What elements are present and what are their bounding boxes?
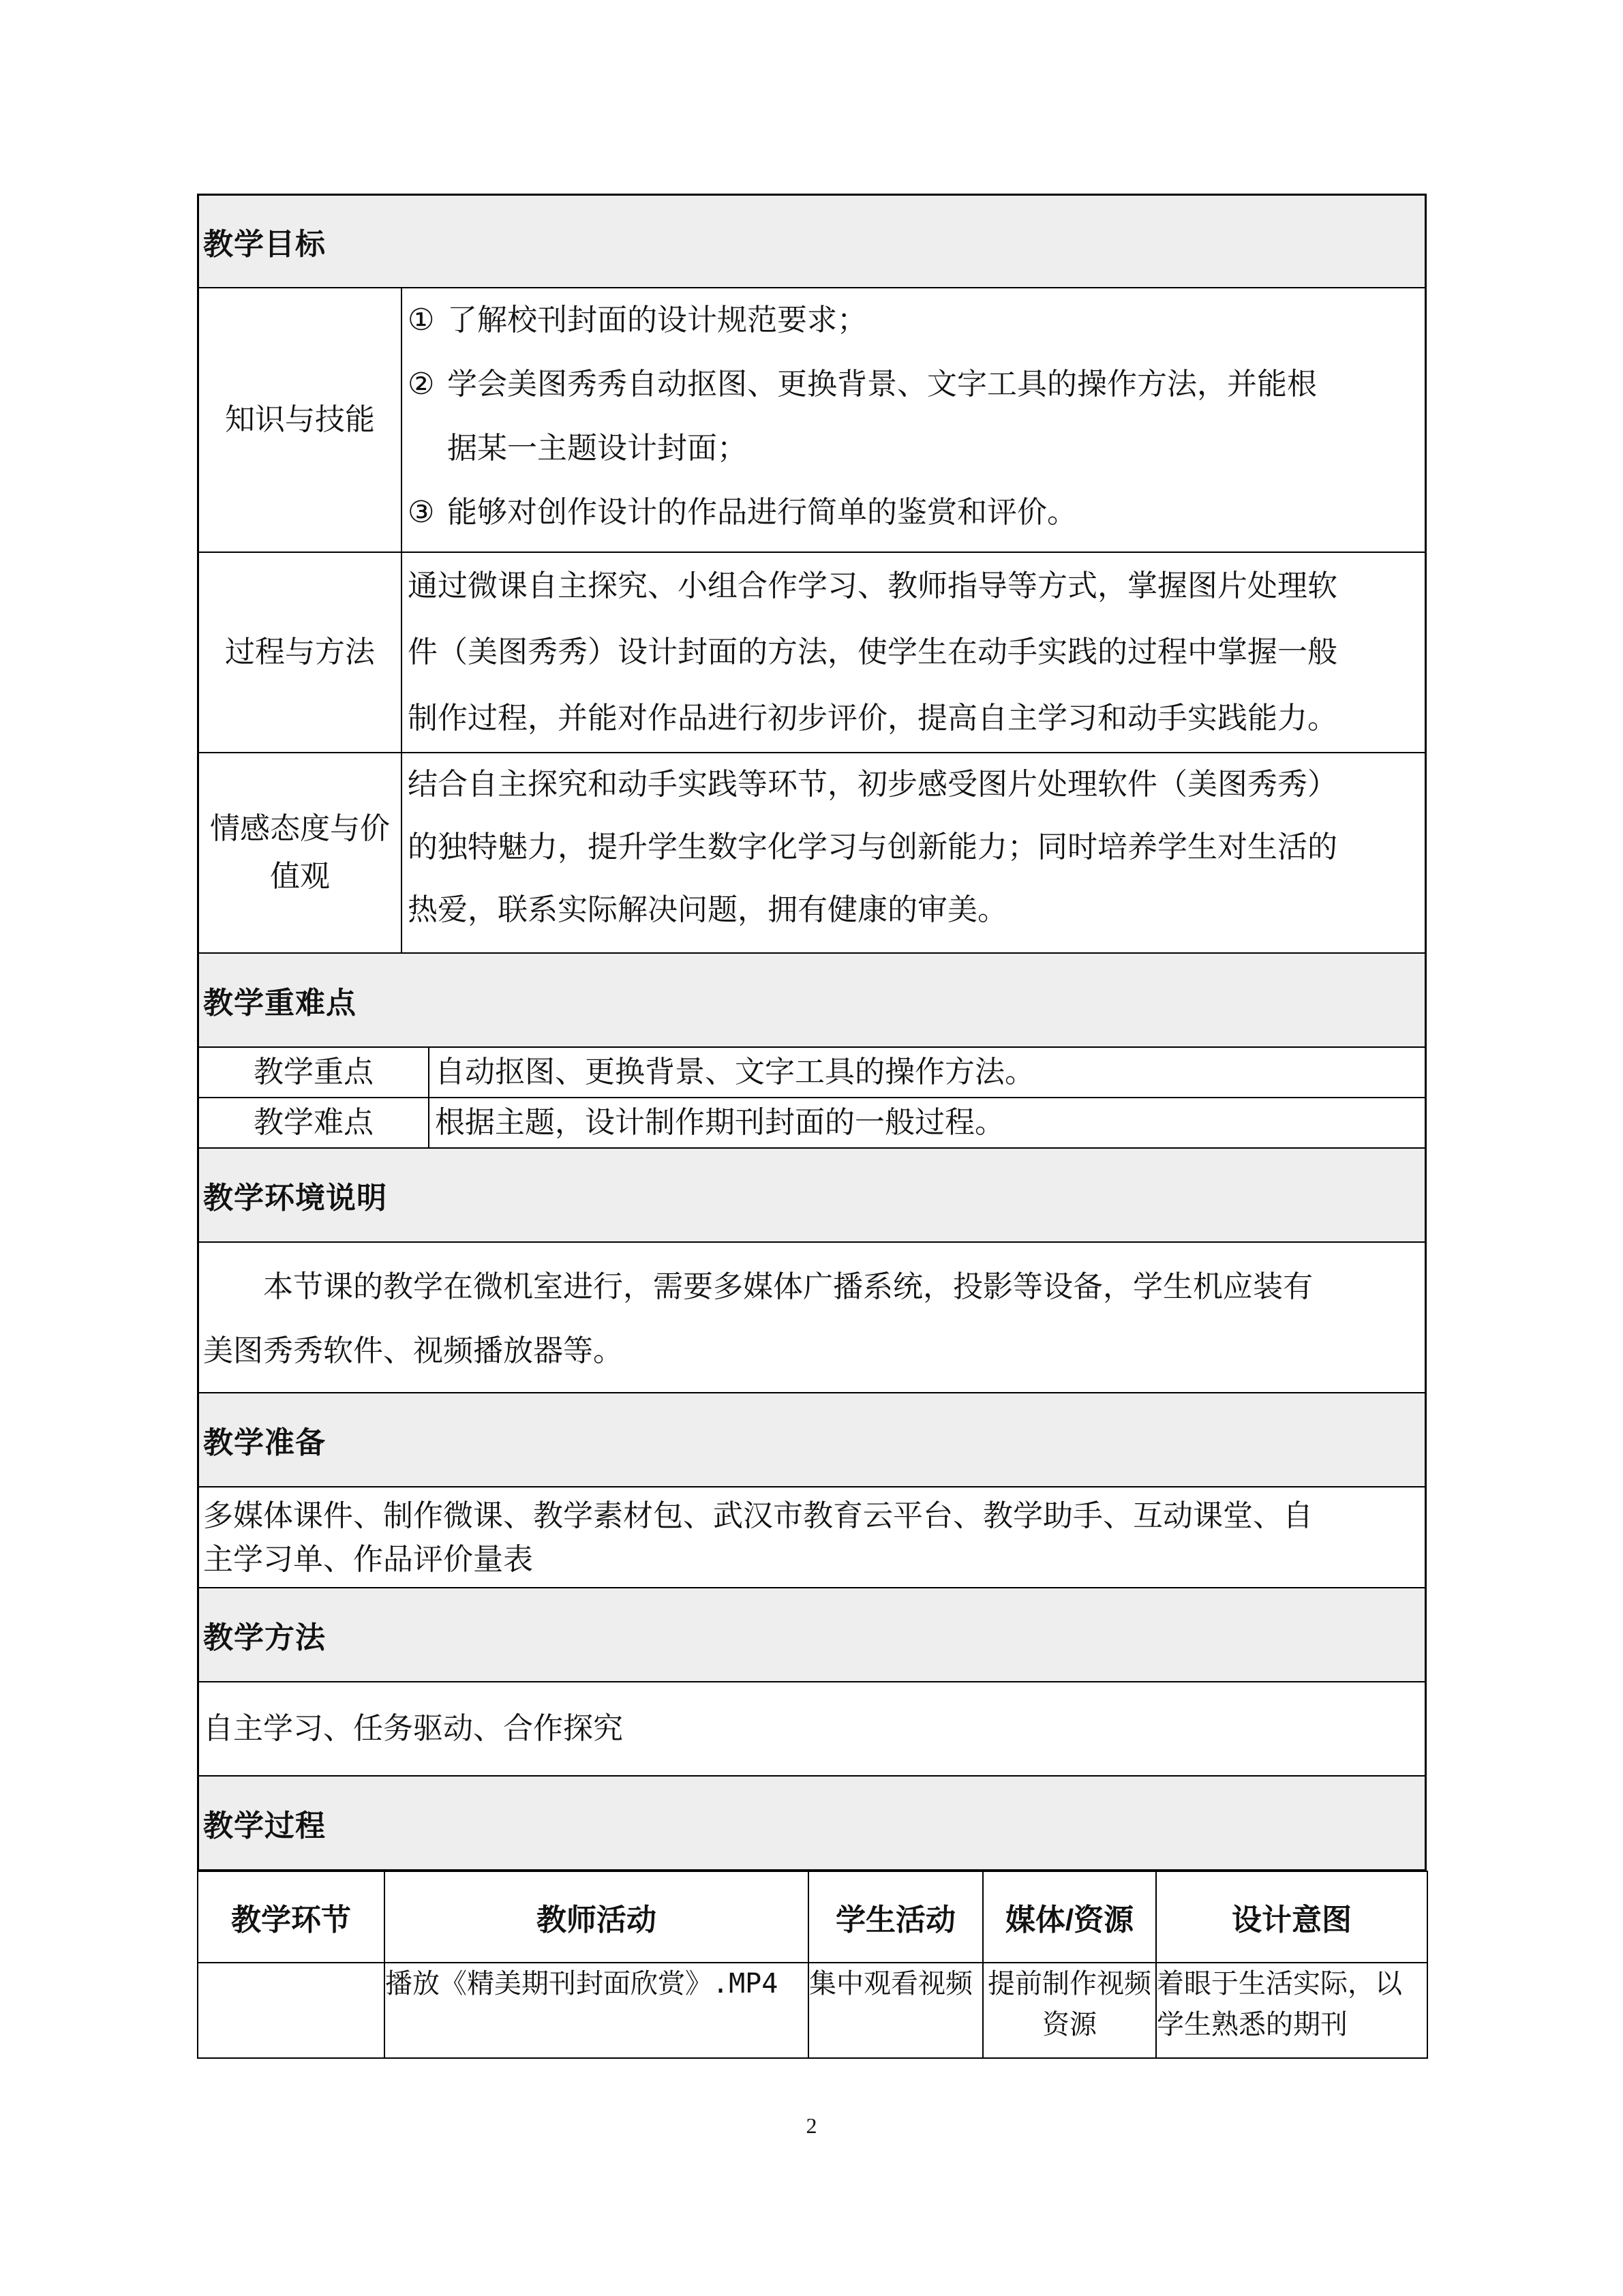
- table-cell-stage: [198, 1963, 384, 2058]
- text-line: 主学习单、作品评价量表: [203, 1542, 533, 1577]
- procedure-table: [197, 1871, 1428, 2059]
- column-header: 教师活动: [384, 1871, 808, 1963]
- table-cell-intent: 着眼于生活实际，以学生熟悉的期刊: [1156, 1963, 1427, 2058]
- key-point-row: [197, 1048, 1427, 1098]
- text-line: 美图秀秀软件、视频播放器等。: [203, 1333, 623, 1368]
- row-label: 知识与技能: [199, 288, 402, 552]
- page-number: 2: [806, 2113, 817, 2138]
- column-header: 学生活动: [808, 1871, 983, 1963]
- preparation-content: [197, 1487, 1427, 1588]
- goal-item: ② 学会美图秀秀自动抠图、更换背景、文字工具的操作方法，并能根: [408, 367, 1317, 402]
- column-header: 设计意图: [1156, 1871, 1427, 1963]
- goal-knowledge-row: [197, 288, 1427, 553]
- goal-item-continuation: 据某一主题设计封面；: [447, 431, 747, 466]
- section-header-method: [197, 1588, 1427, 1682]
- difficult-point-row: [197, 1098, 1427, 1149]
- text-line: 件（美图秀秀）设计封面的方法，使学生在动手实践的过程中掌握一般: [408, 635, 1337, 669]
- row-label: 过程与方法: [199, 553, 402, 752]
- column-header: 教学环节: [198, 1871, 384, 1963]
- table-cell-student: 集中观看视频: [808, 1963, 983, 2058]
- table-row: [198, 1963, 1427, 2058]
- section-header-procedure: [197, 1777, 1427, 1871]
- section-title: 教学重难点: [203, 986, 357, 1021]
- row-label: 情感态度与价 值观: [199, 753, 402, 952]
- lesson-plan-document: [197, 194, 1427, 2059]
- row-content: [402, 288, 1425, 552]
- text-line: 热爱，联系实际解决问题，拥有健康的审美。: [408, 892, 1007, 927]
- section-header-preparation: [197, 1393, 1427, 1487]
- row-label: 教学重点: [199, 1048, 429, 1097]
- row-content: 自动抠图、更换背景、文字工具的操作方法。: [435, 1055, 1035, 1089]
- text-line: 多媒体课件、制作微课、教学素材包、武汉市教育云平台、教学助手、互动课堂、自: [203, 1498, 1313, 1533]
- table-header-row: [198, 1871, 1427, 1963]
- goal-item: ① 了解校刊封面的设计规范要求；: [408, 303, 867, 337]
- text-line: 结合自主探究和动手实践等环节，初步感受图片处理软件（美图秀秀）: [408, 767, 1337, 802]
- row-label: 教学难点: [199, 1098, 429, 1147]
- row-content: 根据主题，设计制作期刊封面的一般过程。: [435, 1105, 1005, 1140]
- section-title: 教学准备: [203, 1425, 326, 1460]
- environment-content: [197, 1243, 1427, 1393]
- section-title: 教学环境说明: [203, 1181, 387, 1215]
- section-header-key-points: [197, 954, 1427, 1048]
- text-line: 本节课的教学在微机室进行，需要多媒体广播系统，投影等设备，学生机应装有: [263, 1269, 1313, 1304]
- section-header-environment: [197, 1149, 1427, 1243]
- row-content: [402, 553, 1425, 752]
- row-content: [402, 753, 1425, 952]
- text-line: 通过微课自主探究、小组合作学习、教师指导等方式，掌握图片处理软: [408, 569, 1337, 603]
- section-title: 教学过程: [203, 1809, 326, 1843]
- text-line: 自主学习、任务驱动、合作探究: [203, 1711, 623, 1746]
- table-cell-media: 提前制作视频资源: [983, 1963, 1156, 2058]
- text-line: 的独特魅力，提升学生数字化学习与创新能力；同时培养学生对生活的: [408, 830, 1337, 864]
- table-cell-teacher: 播放《精美期刊封面欣赏》.MP4: [384, 1963, 808, 2058]
- goal-process-row: [197, 553, 1427, 753]
- column-header: 媒体/资源: [983, 1871, 1156, 1963]
- text-line: 制作过程，并能对作品进行初步评价，提高自主学习和动手实践能力。: [408, 701, 1337, 736]
- goal-item: ③ 能够对创作设计的作品进行简单的鉴赏和评价。: [408, 495, 1077, 530]
- section-title: 教学方法: [203, 1620, 326, 1655]
- section-title: 教学目标: [203, 227, 326, 262]
- method-content: [197, 1682, 1427, 1777]
- section-header-goals: [197, 194, 1427, 288]
- goal-emotion-row: [197, 753, 1427, 954]
